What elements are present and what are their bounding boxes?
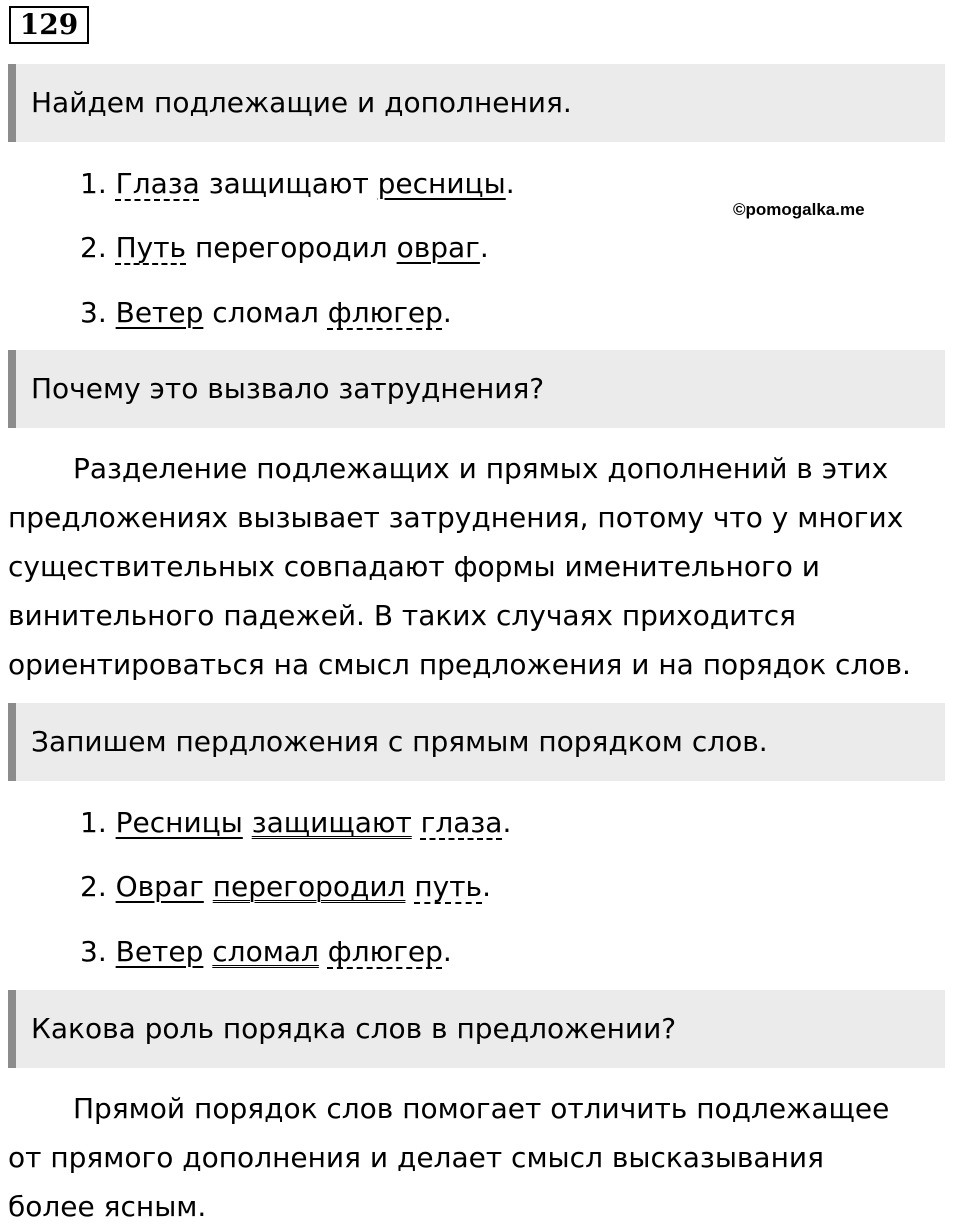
item-number: 3. <box>80 935 107 968</box>
predicate-word: сломал <box>212 296 319 329</box>
object-word: флюгер <box>327 935 443 968</box>
object-word: Глаза <box>115 167 200 200</box>
period: . <box>502 806 512 839</box>
item-number: 3. <box>80 296 107 329</box>
watermark: ©pomogalka.me <box>733 200 865 219</box>
period: . <box>442 935 452 968</box>
predicate-word: защищают <box>251 806 412 839</box>
answer-line: от прямого дополнения и делает смысл высказывания <box>8 1141 824 1174</box>
period: . <box>442 296 452 329</box>
period: . <box>505 167 515 200</box>
answer-line: предложениях вызывает затруднения, потому что у многих <box>8 501 904 534</box>
answer-line: Прямой порядок слов помогает отличить подлежащее <box>73 1092 890 1125</box>
question-text-3: Запишем пердложения с прямым порядком слов. <box>31 725 768 758</box>
period: . <box>482 870 491 903</box>
answer-paragraph-1 <box>8 444 958 689</box>
question-text-2: Почему это вызвало затруднения? <box>31 372 545 405</box>
object-word: флюгер <box>327 296 443 329</box>
object-word: глаза <box>420 806 503 839</box>
item-number: 1. <box>80 806 107 839</box>
subject-word: Овраг <box>115 870 204 903</box>
answer-line: винительного падежей. В таких случаях приходится <box>8 599 796 632</box>
period: . <box>479 231 489 264</box>
item-number: 2. <box>80 870 107 903</box>
object-word: путь <box>414 870 483 903</box>
answer-line: существительных совпадают формы именительного и <box>8 550 820 583</box>
question-text-1: Найдем подлежащие и дополнения. <box>31 86 572 119</box>
question-box-4 <box>8 990 945 1068</box>
item-number: 2. <box>80 231 107 264</box>
question-box-3 <box>8 703 945 781</box>
predicate-word: перегородил <box>212 870 406 903</box>
subject-word: Ветер <box>115 296 204 329</box>
item-number: 1. <box>80 167 107 200</box>
object-word: Путь <box>115 231 187 264</box>
answer-line: более ясным. <box>8 1190 207 1223</box>
list2-item-3 <box>80 934 452 970</box>
answer-line: Разделение подлежащих и прямых дополнений в этих <box>73 452 889 485</box>
list2-item-2 <box>80 869 491 905</box>
predicate-word: защищают <box>208 167 369 200</box>
question-box-1 <box>8 64 945 142</box>
exercise-number: 129 <box>9 6 89 44</box>
question-text-4: Какова роль порядка слов в предложении? <box>31 1012 677 1045</box>
subject-word: овраг <box>396 231 480 264</box>
list1-item-2 <box>80 230 489 266</box>
list2-item-1 <box>80 805 511 841</box>
predicate-word: сломал <box>212 935 319 968</box>
answer-paragraph-2 <box>8 1084 958 1231</box>
subject-word: ресницы <box>377 167 506 200</box>
list1-item-3 <box>80 295 452 331</box>
question-box-2 <box>8 350 945 428</box>
predicate-word: перегородил <box>194 231 388 264</box>
answer-line: ориентироваться на смысл предложения и на порядок слов. <box>8 648 911 681</box>
list1-item-1 <box>80 166 515 202</box>
subject-word: Ресницы <box>115 806 243 839</box>
subject-word: Ветер <box>115 935 204 968</box>
